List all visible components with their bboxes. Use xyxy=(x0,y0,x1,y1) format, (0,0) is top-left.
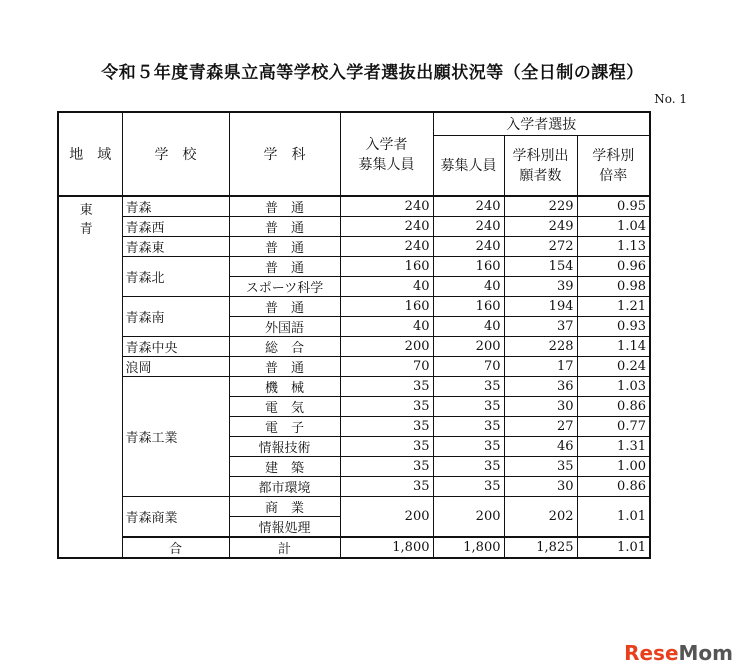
dept-name: スポーツ科学 xyxy=(229,276,340,296)
dept-name: 都市環境 xyxy=(229,476,340,496)
header-dept: 学 科 xyxy=(229,112,340,196)
dept-name: 電 気 xyxy=(229,396,340,416)
ratio-value: 1.04 xyxy=(577,216,650,236)
ratio-value: 1.01 xyxy=(577,496,650,537)
sel-value: 35 xyxy=(433,456,504,476)
app-value: 17 xyxy=(504,356,577,376)
cap-value: 160 xyxy=(340,256,433,276)
ratio-value: 1.31 xyxy=(577,436,650,456)
region-cell: 東 青 xyxy=(58,196,122,558)
table-row xyxy=(58,336,650,356)
table-row xyxy=(58,496,650,516)
cap-value: 40 xyxy=(340,276,433,296)
cap-value: 35 xyxy=(340,416,433,436)
sel-value: 35 xyxy=(433,376,504,396)
sel-value: 35 xyxy=(433,436,504,456)
table-row xyxy=(58,256,650,276)
dept-name: 商 業 xyxy=(229,496,340,516)
dept-name: 普 通 xyxy=(229,216,340,236)
ratio-value: 1.00 xyxy=(577,456,650,476)
dept-name: 普 通 xyxy=(229,256,340,276)
sel-value: 240 xyxy=(433,216,504,236)
app-value: 30 xyxy=(504,476,577,496)
header-sel-capacity: 募集人員 xyxy=(433,136,504,196)
sel-value: 200 xyxy=(433,336,504,356)
total-sel: 1,800 xyxy=(433,537,504,558)
cap-value: 200 xyxy=(340,496,433,537)
table-row xyxy=(58,296,650,316)
sel-value: 70 xyxy=(433,356,504,376)
page-title: 令和５年度青森県立高等学校入学者選抜出願状況等（全日制の課程） xyxy=(101,63,644,83)
ratio-value: 0.96 xyxy=(577,256,650,276)
school-name: 青森南 xyxy=(122,296,229,336)
app-value: 228 xyxy=(504,336,577,356)
cap-value: 35 xyxy=(340,456,433,476)
sel-value: 40 xyxy=(433,316,504,336)
school-name: 青森 xyxy=(122,196,229,217)
app-value: 37 xyxy=(504,316,577,336)
sel-value: 35 xyxy=(433,396,504,416)
app-value: 249 xyxy=(504,216,577,236)
ratio-value: 0.95 xyxy=(577,196,650,217)
ratio-value: 0.77 xyxy=(577,416,650,436)
cap-value: 35 xyxy=(340,396,433,416)
cap-value: 160 xyxy=(340,296,433,316)
header-selection: 入学者選抜 xyxy=(433,112,650,136)
total-label-1: 合 xyxy=(122,537,229,558)
app-value: 154 xyxy=(504,256,577,276)
app-value: 46 xyxy=(504,436,577,456)
school-name: 青森東 xyxy=(122,236,229,256)
app-value: 39 xyxy=(504,276,577,296)
app-value: 194 xyxy=(504,296,577,316)
school-name: 青森中央 xyxy=(122,336,229,356)
cap-value: 200 xyxy=(340,336,433,356)
sel-value: 240 xyxy=(433,236,504,256)
page-number: No. 1 xyxy=(654,92,687,106)
sel-value: 40 xyxy=(433,276,504,296)
app-value: 272 xyxy=(504,236,577,256)
header-capacity: 入学者 募集人員 xyxy=(340,112,433,196)
school-name: 青森西 xyxy=(122,216,229,236)
total-app: 1,825 xyxy=(504,537,577,558)
table-row xyxy=(58,376,650,396)
app-value: 30 xyxy=(504,396,577,416)
app-value: 202 xyxy=(504,496,577,537)
app-value: 229 xyxy=(504,196,577,217)
sel-value: 35 xyxy=(433,476,504,496)
application-status-table xyxy=(57,111,651,559)
ratio-value: 0.86 xyxy=(577,396,650,416)
school-name: 青森商業 xyxy=(122,496,229,537)
table-row xyxy=(58,216,650,236)
school-name: 青森北 xyxy=(122,256,229,296)
school-name: 青森工業 xyxy=(122,376,229,496)
cap-value: 35 xyxy=(340,376,433,396)
total-cap: 1,800 xyxy=(340,537,433,558)
total-ratio: 1.01 xyxy=(577,537,650,558)
table-row xyxy=(58,236,650,256)
sel-value: 160 xyxy=(433,296,504,316)
dept-name: 普 通 xyxy=(229,296,340,316)
school-name: 浪岡 xyxy=(122,356,229,376)
ratio-value: 0.24 xyxy=(577,356,650,376)
ratio-value: 1.21 xyxy=(577,296,650,316)
header-ratio: 学科別 倍率 xyxy=(577,136,650,196)
cap-value: 240 xyxy=(340,236,433,256)
cap-value: 240 xyxy=(340,196,433,217)
ratio-value: 1.13 xyxy=(577,236,650,256)
dept-name: 普 通 xyxy=(229,356,340,376)
dept-name: 情報処理 xyxy=(229,516,340,537)
resemom-logo: ReseMom xyxy=(624,641,733,665)
header-school: 学 校 xyxy=(122,112,229,196)
sel-value: 35 xyxy=(433,416,504,436)
app-value: 35 xyxy=(504,456,577,476)
cap-value: 40 xyxy=(340,316,433,336)
dept-name: 普 通 xyxy=(229,196,340,217)
table-row xyxy=(58,196,650,217)
ratio-value: 1.03 xyxy=(577,376,650,396)
dept-name: 電 子 xyxy=(229,416,340,436)
sel-value: 200 xyxy=(433,496,504,537)
ratio-value: 0.98 xyxy=(577,276,650,296)
ratio-value: 1.14 xyxy=(577,336,650,356)
total-row xyxy=(58,537,650,558)
cap-value: 240 xyxy=(340,216,433,236)
table-row xyxy=(58,356,650,376)
header-applicants: 学科別出 願者数 xyxy=(504,136,577,196)
cap-value: 70 xyxy=(340,356,433,376)
dept-name: 建 築 xyxy=(229,456,340,476)
dept-name: 情報技術 xyxy=(229,436,340,456)
dept-name: 普 通 xyxy=(229,236,340,256)
ratio-value: 0.93 xyxy=(577,316,650,336)
sel-value: 160 xyxy=(433,256,504,276)
cap-value: 35 xyxy=(340,436,433,456)
dept-name: 総 合 xyxy=(229,336,340,356)
app-value: 36 xyxy=(504,376,577,396)
app-value: 27 xyxy=(504,416,577,436)
dept-name: 外国語 xyxy=(229,316,340,336)
header-region: 地 域 xyxy=(58,112,122,196)
total-label-2: 計 xyxy=(229,537,340,558)
dept-name: 機 械 xyxy=(229,376,340,396)
cap-value: 35 xyxy=(340,476,433,496)
sel-value: 240 xyxy=(433,196,504,217)
ratio-value: 0.86 xyxy=(577,476,650,496)
